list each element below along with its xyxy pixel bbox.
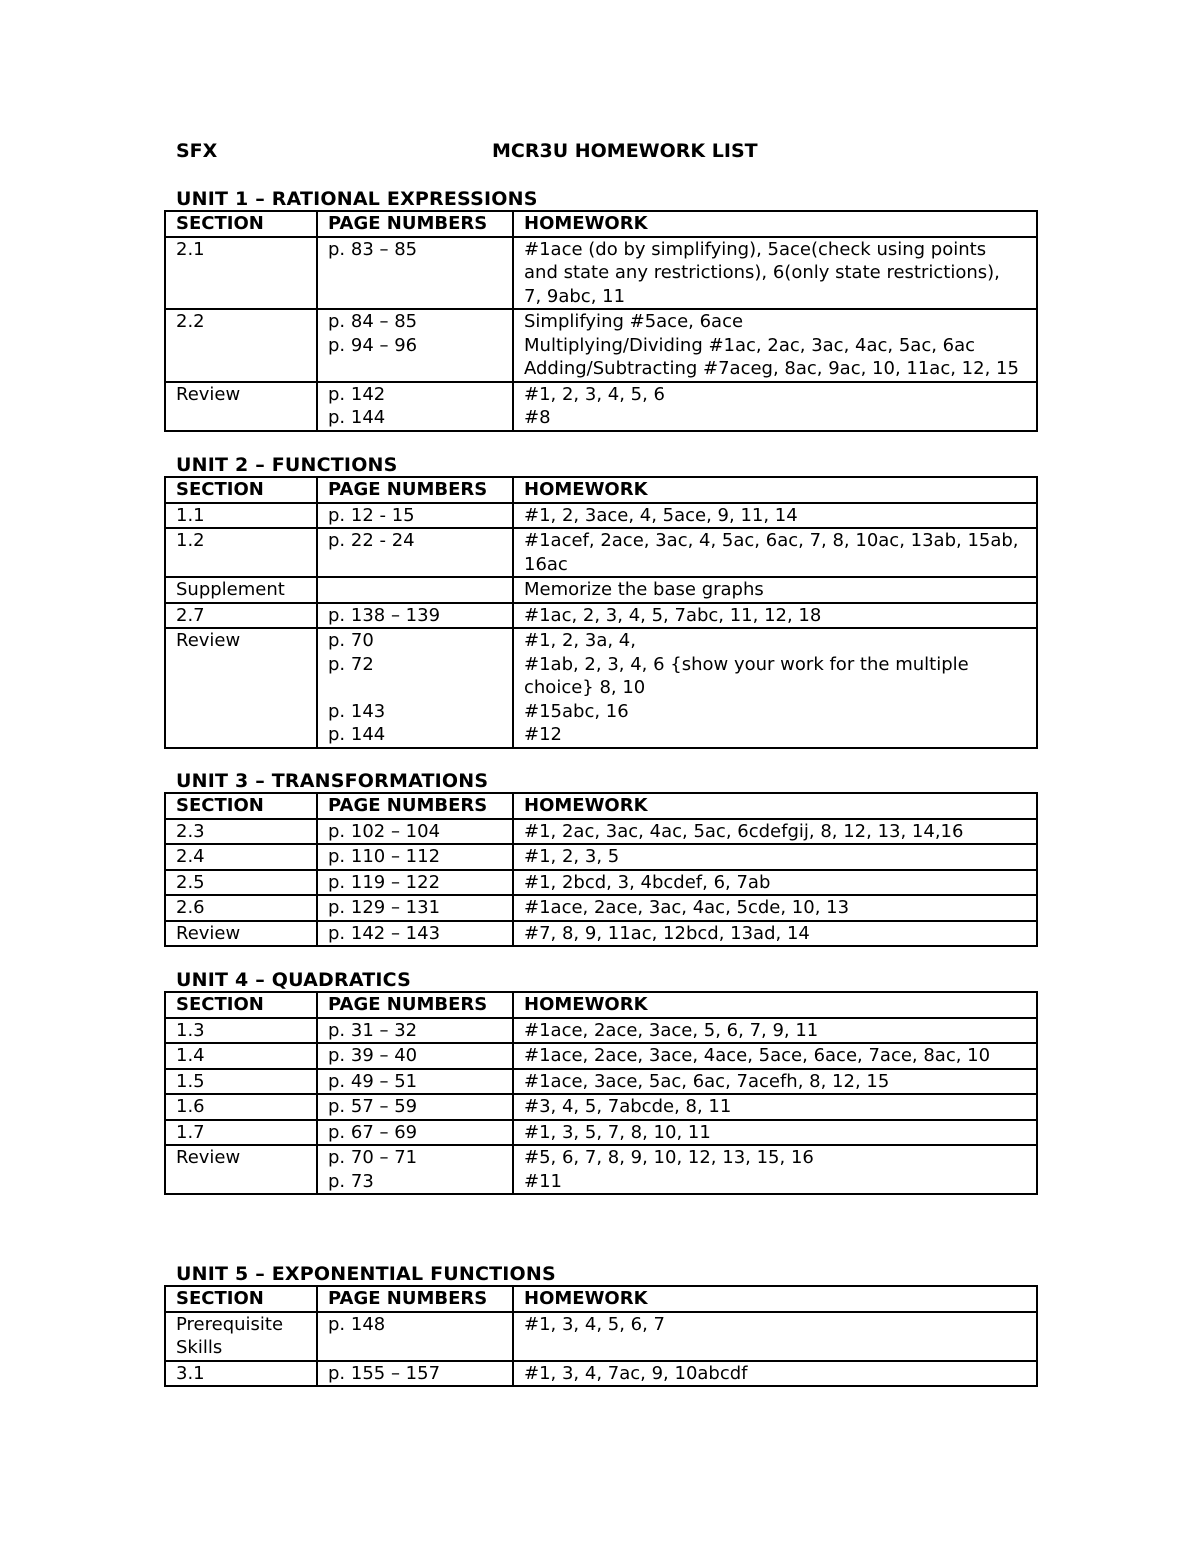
homework-line: #1, 3, 5, 7, 8, 10, 11 (524, 1121, 711, 1143)
page-numbers-cell (317, 895, 513, 921)
homework-cell (513, 1069, 1037, 1095)
homework-cell (513, 528, 1037, 577)
section-cell: Review (165, 628, 317, 748)
homework-header: HOMEWORK (513, 477, 1037, 503)
page-range: p. 22 - 24 (328, 530, 415, 551)
unit-title: UNIT 2 – FUNCTIONS (176, 454, 398, 476)
page-numbers-cell (317, 503, 513, 529)
homework-cell (513, 628, 1037, 748)
homework-table (164, 991, 1038, 1195)
page-numbers-header: PAGE NUMBERS (317, 211, 513, 237)
homework-line: Adding/Subtracting #7aceg, 8ac, 9ac, 10, 11ac, 12, 15 (524, 358, 1019, 379)
homework-line: #1, 3, 4, 5, 6, 7 (524, 1313, 666, 1335)
page-range (328, 578, 512, 602)
page-numbers-cell (317, 1043, 513, 1069)
homework-cell (513, 1043, 1037, 1069)
homework-line: #1ace, 2ace, 3ace, 4ace, 5ace, 6ace, 7ace, 8ac, 10 (524, 1045, 991, 1066)
table-row (165, 628, 1037, 748)
table-row (165, 1361, 1037, 1387)
table-row (165, 870, 1037, 896)
page-range (328, 676, 512, 700)
page-numbers-cell (317, 1361, 513, 1387)
page-range: p. 12 - 15 (328, 504, 415, 526)
homework-line: #1, 2ac, 3ac, 4ac, 5ac, 6cdefgij, 8, 12, 13, 14,16 (524, 820, 964, 842)
homework-line: #1ace, 2ace, 3ac, 4ac, 5cde, 10, 13 (524, 897, 850, 918)
homework-line: #7, 8, 9, 11ac, 12bcd, 13ad, 14 (524, 922, 810, 944)
section-header: SECTION (165, 477, 317, 503)
homework-line: #1ab, 2, 3, 4, 6 {show your work for the multiple (524, 653, 969, 675)
section-cell: 2.4 (165, 844, 317, 870)
table-header-row (165, 1286, 1037, 1312)
homework-line: Multiplying/Dividing #1ac, 2ac, 3ac, 4ac, 5ac, 6ac (524, 334, 976, 356)
page-numbers-cell (317, 577, 513, 603)
homework-cell (513, 577, 1037, 603)
page-numbers-cell (317, 1069, 513, 1095)
section-header: SECTION (165, 992, 317, 1018)
page-numbers-cell (317, 1018, 513, 1044)
page-range: p. 72 (328, 653, 374, 675)
table-row (165, 577, 1037, 603)
section-cell: Review (165, 921, 317, 947)
table-row (165, 895, 1037, 921)
page-numbers-header: PAGE NUMBERS (317, 992, 513, 1018)
page-range: p. 73 (328, 1170, 374, 1192)
table-header-row (165, 211, 1037, 237)
table-row (165, 382, 1037, 431)
page-numbers-cell (317, 819, 513, 845)
page-range: p. 102 – 104 (328, 820, 441, 842)
homework-line: #1ace, 3ace, 5ac, 6ac, 7acefh, 8, 12, 15 (524, 1070, 890, 1092)
homework-line: #1, 2bcd, 3, 4bcdef, 6, 7ab (524, 871, 771, 893)
homework-line: #5, 6, 7, 8, 9, 10, 12, 13, 15, 16 (524, 1147, 814, 1168)
document-title: MCR3U HOMEWORK LIST (492, 140, 758, 162)
section-cell: 1.3 (165, 1018, 317, 1044)
page-range: p. 155 – 157 (328, 1362, 441, 1384)
page-range: p. 142 (328, 383, 386, 405)
homework-cell (513, 1094, 1037, 1120)
homework-line: #1ac, 2, 3, 4, 5, 7abc, 11, 12, 18 (524, 604, 822, 626)
section-cell: 3.1 (165, 1361, 317, 1387)
homework-cell (513, 603, 1037, 629)
page-numbers-cell (317, 870, 513, 896)
unit-title: UNIT 1 – RATIONAL EXPRESSIONS (176, 188, 538, 210)
section-cell: 1.2 (165, 528, 317, 577)
section-cell: Prerequisite Skills (165, 1312, 317, 1361)
homework-line: Memorize the base graphs (524, 579, 764, 600)
homework-table (164, 1285, 1038, 1387)
table-header-row (165, 793, 1037, 819)
section-cell: 1.6 (165, 1094, 317, 1120)
table-row (165, 921, 1037, 947)
homework-cell (513, 921, 1037, 947)
page-range: p. 129 – 131 (328, 897, 441, 918)
document-header (176, 140, 1036, 166)
page-range: p. 144 (328, 724, 386, 745)
table-header-row (165, 477, 1037, 503)
homework-line: 7, 9abc, 11 (524, 285, 626, 307)
page-numbers-header: PAGE NUMBERS (317, 477, 513, 503)
section-header: SECTION (165, 211, 317, 237)
homework-header: HOMEWORK (513, 211, 1037, 237)
table-row (165, 309, 1037, 382)
homework-line: #1, 2, 3, 5 (524, 846, 620, 867)
section-cell: 1.5 (165, 1069, 317, 1095)
homework-line: Simplifying #5ace, 6ace (524, 311, 744, 332)
page-range: p. 144 (328, 407, 386, 428)
homework-line: #1, 2, 3ace, 4, 5ace, 9, 11, 14 (524, 504, 798, 526)
page-range: p. 142 – 143 (328, 922, 441, 944)
section-cell: Review (165, 1145, 317, 1194)
table-row (165, 603, 1037, 629)
page-numbers-cell (317, 1094, 513, 1120)
page-numbers-header: PAGE NUMBERS (317, 1286, 513, 1312)
homework-line: #1, 2, 3a, 4, (524, 630, 636, 651)
table-row (165, 1043, 1037, 1069)
unit-5 (164, 1263, 1036, 1387)
homework-table (164, 476, 1038, 749)
page-range: p. 31 – 32 (328, 1019, 418, 1041)
homework-cell (513, 382, 1037, 431)
homework-header: HOMEWORK (513, 992, 1037, 1018)
homework-header: HOMEWORK (513, 1286, 1037, 1312)
homework-cell (513, 844, 1037, 870)
homework-line: #15abc, 16 (524, 700, 629, 722)
table-row (165, 503, 1037, 529)
page-numbers-cell (317, 921, 513, 947)
table-row (165, 1312, 1037, 1361)
table-row (165, 819, 1037, 845)
page-range: p. 49 – 51 (328, 1070, 418, 1092)
unit-title: UNIT 5 – EXPONENTIAL FUNCTIONS (176, 1263, 556, 1285)
page-numbers-cell (317, 382, 513, 431)
page-range: p. 70 – 71 (328, 1147, 418, 1168)
homework-line: #1ace (do by simplifying), 5ace(check using points (524, 238, 987, 260)
page-range: p. 143 (328, 700, 386, 722)
page-range: p. 110 – 112 (328, 846, 441, 867)
homework-cell (513, 309, 1037, 382)
section-cell: 2.3 (165, 819, 317, 845)
page-numbers-cell (317, 1312, 513, 1361)
homework-line: #11 (524, 1170, 562, 1192)
homework-cell (513, 1120, 1037, 1146)
page-numbers-cell (317, 844, 513, 870)
homework-cell (513, 503, 1037, 529)
table-row (165, 1120, 1037, 1146)
page-numbers-cell (317, 603, 513, 629)
page-range: p. 39 – 40 (328, 1045, 418, 1066)
homework-cell (513, 1361, 1037, 1387)
page-range: p. 57 – 59 (328, 1096, 418, 1117)
unit-4 (164, 969, 1036, 1195)
homework-line: #3, 4, 5, 7abcde, 8, 11 (524, 1096, 732, 1117)
homework-line: #1ace, 2ace, 3ace, 5, 6, 7, 9, 11 (524, 1019, 819, 1041)
section-header: SECTION (165, 1286, 317, 1312)
table-row (165, 1018, 1037, 1044)
section-cell: 2.5 (165, 870, 317, 896)
homework-line: and state any restrictions), 6(only state restrictions), (524, 262, 1000, 283)
section-cell: 1.1 (165, 503, 317, 529)
page-range: p. 119 – 122 (328, 871, 441, 893)
homework-cell (513, 237, 1037, 310)
page-range: p. 148 (328, 1313, 386, 1335)
unit-title: UNIT 4 – QUADRATICS (176, 969, 412, 991)
homework-cell (513, 819, 1037, 845)
section-cell: 2.2 (165, 309, 317, 382)
homework-table (164, 792, 1038, 947)
table-row (165, 237, 1037, 310)
unit-2 (164, 454, 1036, 749)
page-numbers-cell (317, 628, 513, 748)
section-cell: 2.6 (165, 895, 317, 921)
section-cell: Review (165, 382, 317, 431)
homework-line: #1, 3, 4, 7ac, 9, 10abcdf (524, 1362, 748, 1384)
page-range: p. 67 – 69 (328, 1121, 418, 1143)
homework-cell (513, 1312, 1037, 1361)
page-range: p. 138 – 139 (328, 604, 441, 626)
section-cell: 1.7 (165, 1120, 317, 1146)
homework-cell (513, 895, 1037, 921)
homework-header: HOMEWORK (513, 793, 1037, 819)
school-code: SFX (176, 140, 218, 162)
homework-cell (513, 870, 1037, 896)
homework-cell (513, 1145, 1037, 1194)
section-cell: Supplement (165, 577, 317, 603)
table-row (165, 1069, 1037, 1095)
homework-line: #12 (524, 724, 562, 745)
page-range: p. 94 – 96 (328, 334, 418, 356)
homework-cell (513, 1018, 1037, 1044)
table-row (165, 1145, 1037, 1194)
page-range: p. 70 (328, 630, 374, 651)
page-range: p. 84 – 85 (328, 311, 418, 332)
page-numbers-cell (317, 528, 513, 577)
homework-line: #8 (524, 407, 551, 428)
unit-3 (164, 770, 1036, 947)
table-row (165, 1094, 1037, 1120)
page-numbers-cell (317, 1145, 513, 1194)
homework-line: #1acef, 2ace, 3ac, 4, 5ac, 6ac, 7, 8, 10ac, 13ab, 15ab, (524, 530, 1019, 551)
page-numbers-cell (317, 237, 513, 310)
page-numbers-cell (317, 1120, 513, 1146)
homework-table (164, 210, 1038, 432)
homework-line: #1, 2, 3, 4, 5, 6 (524, 383, 666, 405)
unit-1 (164, 188, 1036, 432)
page-numbers-cell (317, 309, 513, 382)
table-row (165, 844, 1037, 870)
unit-title: UNIT 3 – TRANSFORMATIONS (176, 770, 489, 792)
homework-line: choice} 8, 10 (524, 677, 646, 698)
table-row (165, 528, 1037, 577)
table-header-row (165, 992, 1037, 1018)
section-header: SECTION (165, 793, 317, 819)
section-cell: 2.7 (165, 603, 317, 629)
homework-line: 16ac (524, 553, 568, 575)
page-numbers-header: PAGE NUMBERS (317, 793, 513, 819)
section-cell: 2.1 (165, 237, 317, 310)
section-cell: 1.4 (165, 1043, 317, 1069)
page-range: p. 83 – 85 (328, 238, 418, 260)
